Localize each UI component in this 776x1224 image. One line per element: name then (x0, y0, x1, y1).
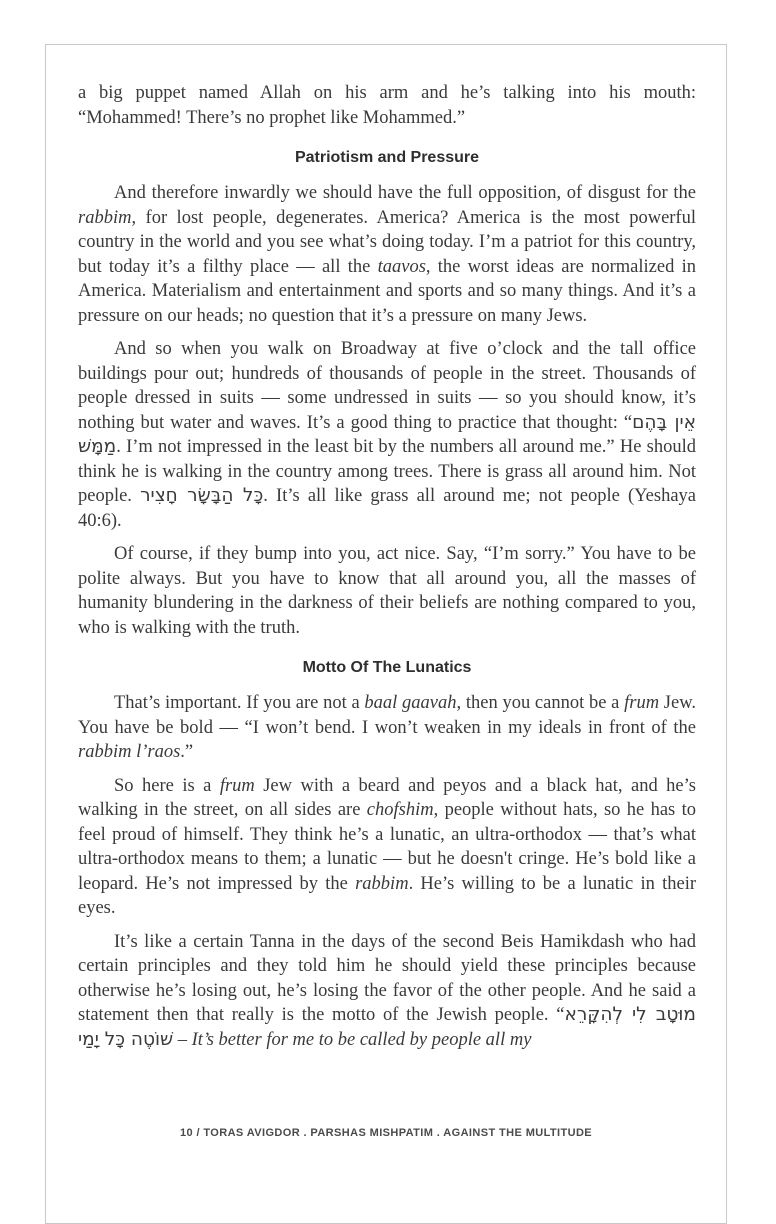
paragraph (78, 542, 696, 640)
text-run: It’s like a certain Tanna in the days of the second Beis Hamikdash who had certain principles and they told him he should yield these principles because otherwise he’s losing out, he’s losing the favor of the other people. And he said a statement then that really is the motto of the Jewish people. “ (78, 931, 696, 1025)
text-run: frum (624, 693, 660, 713)
text-run: And therefore inwardly we should have the full opposition, of disgust for the (114, 183, 696, 203)
hebrew-text: מוּטָב לִי לְהִקָּרֵא שׁוֹטֶה כָּל יָמַי (78, 1004, 696, 1050)
text-run: rabbim (78, 207, 132, 228)
text-run: That’s important. If you are not a (114, 693, 365, 713)
document-page (45, 44, 727, 1224)
text-run: .” (180, 742, 194, 762)
text-run: a big puppet named Allah on his arm and he’s talking into his mouth: “Mohammed! There’s no prophet like Mohammed.” (78, 83, 696, 128)
article-body (46, 45, 726, 1052)
text-run: baal gaavah (364, 693, 457, 713)
text-run: Jew. You have be bold — “I won’t bend. I won’t weaken in my ideals in front of the (78, 693, 696, 738)
text-run: , for lost people, degenerates. America? America is the most powerful country in the world and you see what’s doing today. I’m a patriot for this country, but today it’s a filthy place — all the (78, 207, 696, 277)
text-run: Jew with a beard and peyos and a black hat, and he’s walking in the street, on all sides are (78, 775, 696, 820)
paragraph (78, 337, 696, 533)
text-run: , then you cannot be a (456, 693, 625, 713)
text-run: . He’s willing to be a lunatic in their eyes. (78, 873, 696, 918)
text-run: frum (219, 775, 255, 796)
text-run: . It’s all like grass all around me; not people (Yeshaya 40:6). (78, 486, 696, 531)
text-run: So here is a (114, 775, 220, 796)
section-heading: Patriotism and Pressure (294, 149, 480, 166)
text-run: – It’s better for me to be called by people all my (173, 1029, 532, 1050)
text-run: chofshim (366, 800, 434, 820)
paragraph (78, 81, 696, 130)
text-run: , the worst ideas are normalized in America. Materialism and entertainment and sports and so many things. And it’s a pressure on our heads; no question that it’s a pressure on many Jews. (78, 256, 696, 326)
text-run: , people without hats, so he has to feel proud of himself. They think he’s a lunatic, an ultra-orthodox — that’s what ultra-orthodox means to them; a lunatic — but he doesn't cringe. He’s bold like a leopard. He’s not impressed by the (78, 800, 696, 894)
text-run: . I’m not impressed in the least bit by the numbers all around me.” He should think he is walking in the country among trees. There is grass all around him. Not people. (78, 437, 696, 506)
hebrew-text: אֵין בָּהֶם מַמָּשׁ (78, 411, 697, 457)
paragraph (78, 691, 696, 765)
text-run: rabbim (355, 873, 409, 894)
paragraph (78, 930, 696, 1053)
text-run: rabbim l’raos (78, 742, 181, 762)
hebrew-text: כָּל הַבָּשָׂר חָצִיר (140, 485, 264, 506)
text-run: And so when you walk on Broadway at five o’clock and the tall office buildings pour out; hundreds of thousands of people in the street. Thousands of people dressed in suits — some undressed in suits — so you should know, it’s nothing but water and waves. It’s a good thing to practice that thought: “ (78, 339, 696, 433)
page-footer: 10 / TORAS AVIGDOR . PARSHAS MISHPATIM . AGAINST THE MULTITUDE (179, 1127, 593, 1139)
text-run: Of course, if they bump into you, act nice. Say, “I’m sorry.” You have to be polite always. But you have to know that all around you, all the masses of humanity blundering in the darkness of their beliefs are nothing compared to you, who is walking with the truth. (78, 544, 696, 638)
paragraph (78, 774, 696, 921)
section-heading: Motto Of The Lunatics (302, 659, 472, 676)
paragraph (78, 181, 696, 328)
text-run: taavos (377, 256, 426, 277)
